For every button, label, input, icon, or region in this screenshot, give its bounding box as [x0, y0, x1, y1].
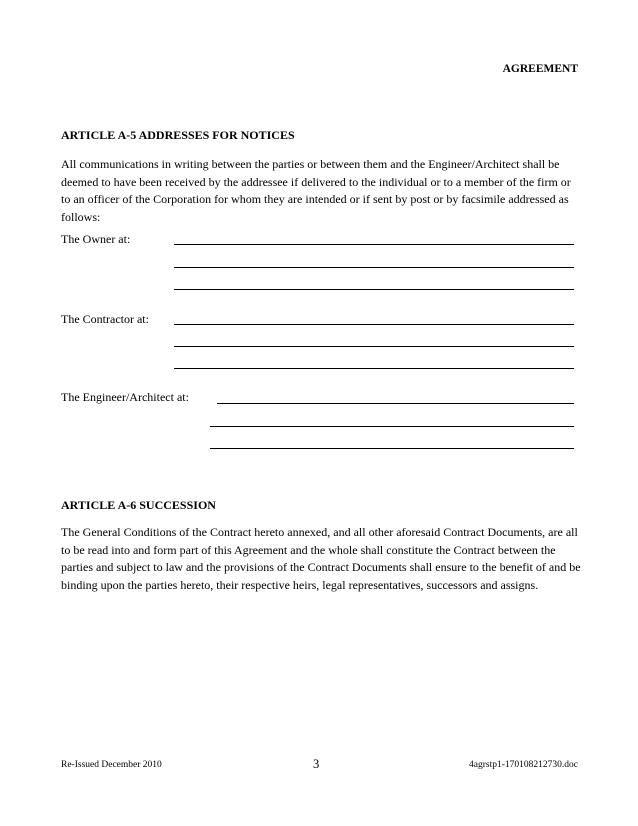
document-header: AGREEMENT — [502, 63, 578, 75]
article-a6-body: The General Conditions of the Contract hereto annexed, and all other aforesaid Contract Documents, are all to be read into and form part of this Agreement and the whole shall constitute the Contract between the parties and subject to law and the provisions of the Contract Documents shall ensure to the benefit of and be binding upon the parties hereto, their respective heirs, legal representatives, successors and assigns. — [61, 525, 581, 592]
engineer-address-line-3[interactable] — [210, 448, 574, 449]
footer-issue-date: Re-Issued December 2010 — [61, 760, 162, 770]
page-number: 3 — [313, 757, 320, 771]
owner-address-line-2[interactable] — [174, 267, 574, 268]
article-a6-title: ARTICLE A-6 SUCCESSION — [61, 498, 216, 512]
owner-address-line-3[interactable] — [174, 289, 574, 290]
engineer-address-line-1[interactable] — [217, 403, 574, 404]
engineer-label: The Engineer/Architect at: — [61, 390, 189, 404]
engineer-address-line-2[interactable] — [210, 426, 574, 427]
article-a5-title: ARTICLE A-5 ADDRESSES FOR NOTICES — [61, 128, 295, 142]
article-a5-body: All communications in writing between the parties or between them and the Engineer/Architect shall be deemed to have been received by the addressee if delivered to the individual or to a member of the firm or to an officer of the Corporation for whom they are intended or if sent by post or by facsimile addressed as follows: — [61, 157, 571, 224]
footer-filename: 4agrstp1-170108212730.doc — [469, 760, 578, 770]
owner-address-line-1[interactable] — [174, 244, 574, 245]
contractor-label: The Contractor at: — [61, 312, 149, 326]
contractor-address-line-2[interactable] — [174, 346, 574, 347]
owner-label: The Owner at: — [61, 232, 131, 246]
contractor-address-line-1[interactable] — [174, 324, 574, 325]
contractor-address-line-3[interactable] — [174, 368, 574, 369]
